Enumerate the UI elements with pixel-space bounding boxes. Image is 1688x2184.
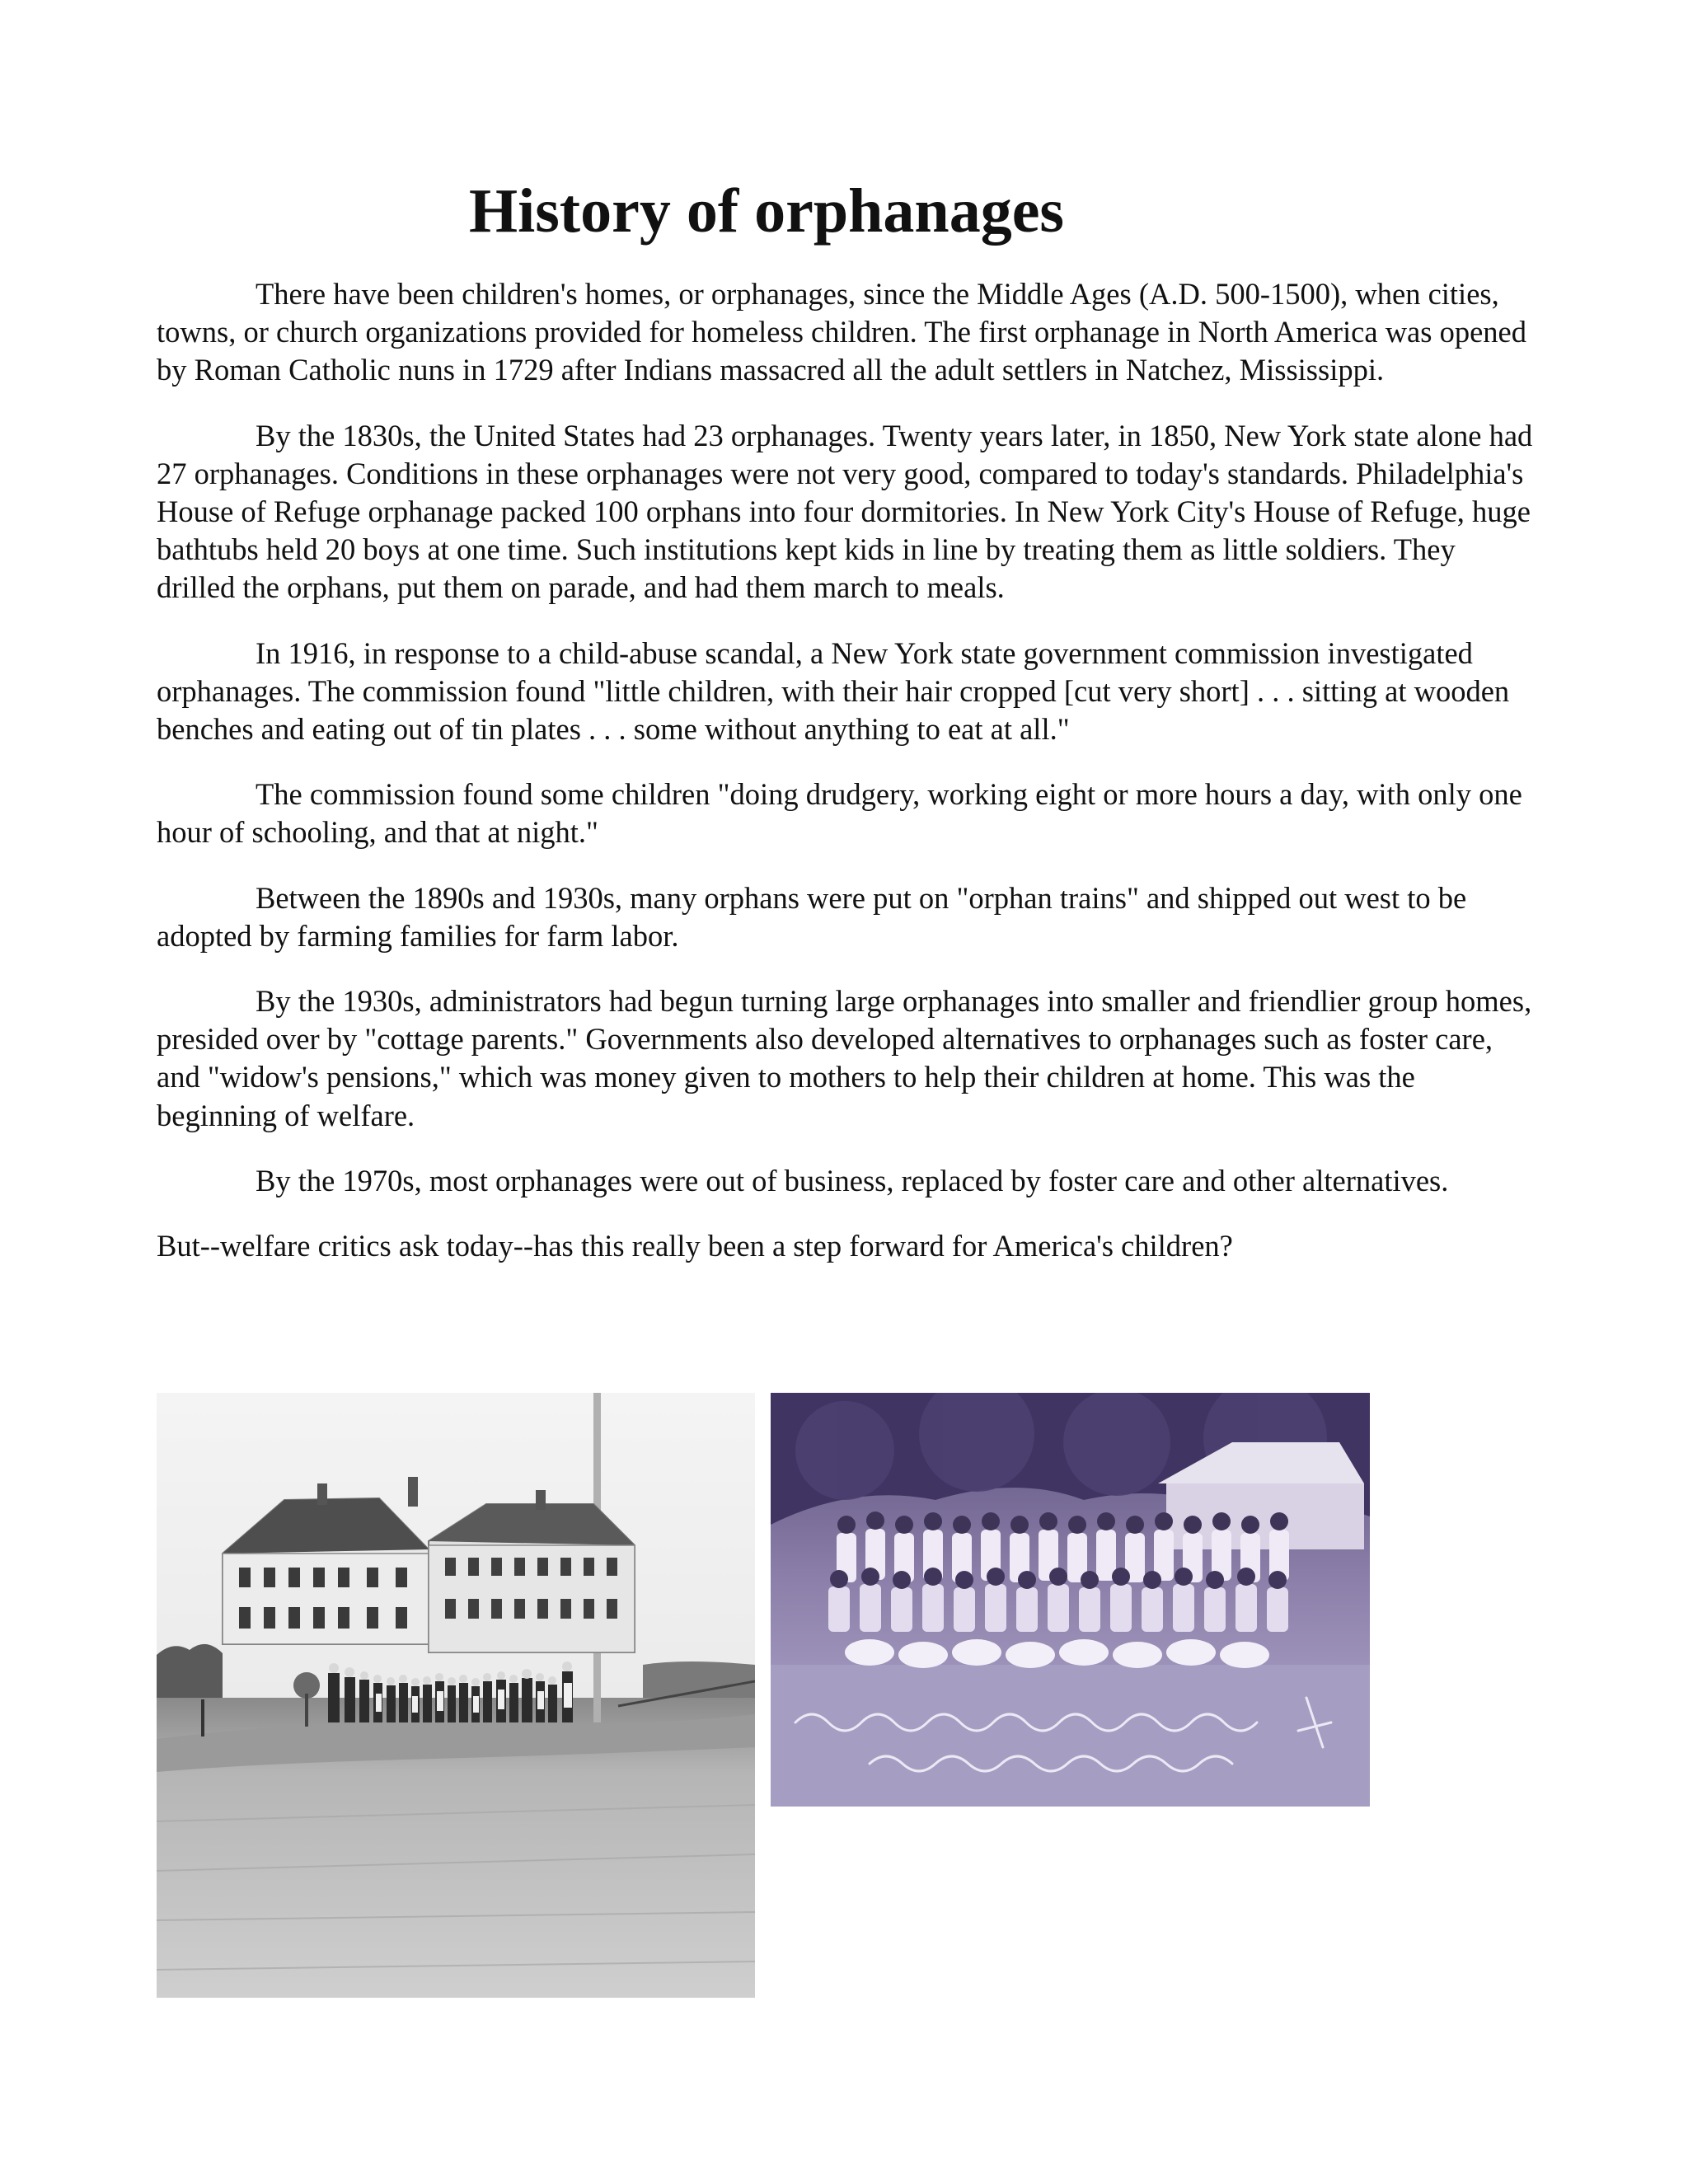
article-body: [157, 275, 1533, 1292]
orphanage-building-photo: [157, 1393, 755, 1998]
paragraph: In 1916, in response to a child-abuse scandal, a New York state government commission investigated orphanages. The commission found "little children, with their hair cropped [cut very short] . . . sitting at wooden benches and eating out of tin plates . . . some without anything to eat at all.": [157, 635, 1510, 747]
paragraph: Between the 1890s and 1930s, many orphans were put on "orphan trains" and shipped out west to be adopted by farming families for farm labor.: [157, 880, 1467, 953]
orphans-group-photo: [771, 1393, 1370, 1807]
paragraph: By the 1930s, administrators had begun turning large orphanages into smaller and friendlier group homes, presided over by "cottage parents." Governments also developed alternatives to orphanages such as foster care, and "widow's pensions," which was money given to mothers to help their children at home. This was the beginning of welfare.: [157, 984, 1532, 1132]
paragraph: By the 1970s, most orphanages were out of business, replaced by foster care and other alternatives.: [256, 1163, 1449, 1197]
page-title: History of orphanages: [469, 176, 1064, 246]
paragraph: The commission found some children "doing drudgery, working eight or more hours a day, with only one hour of schooling, and that at night.": [157, 777, 1522, 850]
paragraph: By the 1830s, the United States had 23 orphanages. Twenty years later, in 1850, New York state alone had 27 orphanages. Conditions in these orphanages were not very good, compared to today's standards. Philadelphia's House of Refuge orphanage packed 100 orphans into four dormitories. In New York City's House of Refuge, huge bathtubs held 20 boys at one time. Such institutions kept kids in line by treating them as little soldiers. They drilled the orphans, put them on parade, and had them march to meals.: [157, 418, 1533, 605]
paragraph: There have been children's homes, or orphanages, since the Middle Ages (A.D. 500-1500), when cities, towns, or church organizations provided for homeless children. The first orphanage in North America was opened by Roman Catholic nuns in 1729 after Indians massacred all the adult settlers in Natchez, Mississippi.: [157, 277, 1526, 387]
closing-question: But--welfare critics ask today--has this really been a step forward for America's children?: [157, 1229, 1233, 1263]
